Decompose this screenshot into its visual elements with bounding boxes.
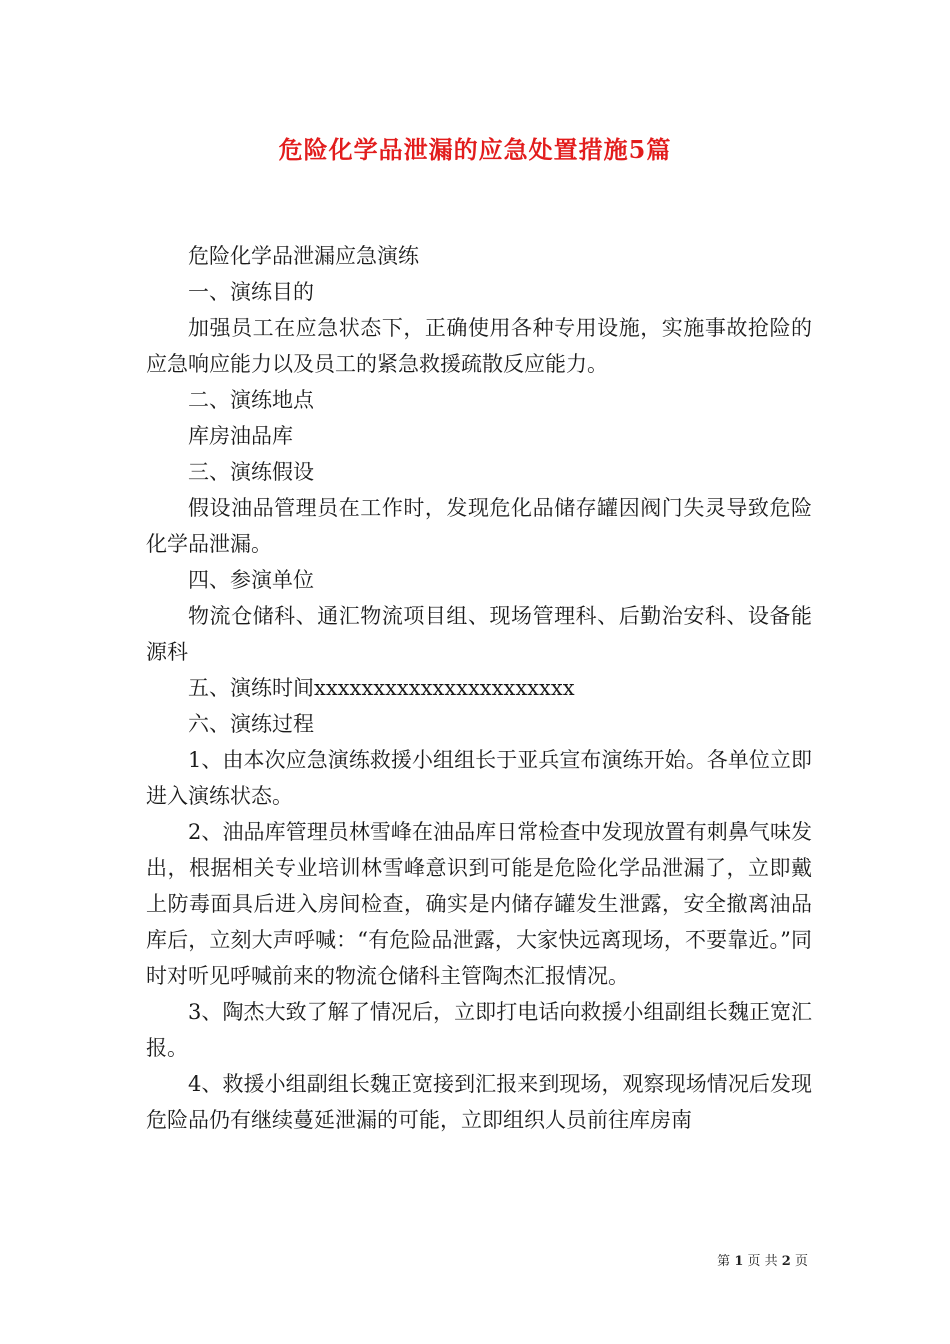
- footer-total-pages: 2: [781, 1254, 791, 1269]
- footer-middle: 页 共: [747, 1254, 778, 1269]
- paragraph: 假设油品管理员在工作时，发现危化品储存罐因阀门失灵导致危险化学品泄漏。: [146, 496, 812, 556]
- paragraph: 四、参演单位: [188, 568, 314, 592]
- footer-prefix: 第: [717, 1254, 731, 1269]
- footer-suffix: 页: [794, 1254, 808, 1269]
- page-footer: [717, 1250, 808, 1269]
- document-title: 危险化学品泄漏的应急处置措施5篇: [278, 135, 672, 164]
- paragraph: 2、油品库管理员林雪峰在油品库日常检查中发现放置有刺鼻气味发出，根据相关专业培训林雪峰意识到可能是危险化学品泄漏了，立即戴上防毒面具后进入房间检查，确实是内储存罐发生泄露，安全撤离油品库后，立刻大声呼喊：“有危险品泄露，大家快远离现场，不要靠近。”同时对听见呼喊前来的物流仓储科主管陶杰汇报情况。: [146, 820, 812, 988]
- paragraph: 3、陶杰大致了解了情况后，立即打电话向救援小组副组长魏正宽汇报。: [146, 1000, 812, 1060]
- paragraph: 4、救援小组副组长魏正宽接到汇报来到现场，观察现场情况后发现危险品仍有继续蔓延泄漏的可能，立即组织人员前往库房南: [146, 1072, 812, 1132]
- footer-current-page: 1: [734, 1254, 744, 1269]
- document-body: [146, 238, 812, 1138]
- paragraph: 五、演练时间xxxxxxxxxxxxxxxxxxxxxx: [188, 676, 575, 700]
- paragraph: 二、演练地点: [188, 388, 314, 412]
- paragraph: 一、演练目的: [188, 280, 314, 304]
- paragraph: 加强员工在应急状态下，正确使用各种专用设施，实施事故抢险的应急响应能力以及员工的紧急救援疏散反应能力。: [146, 316, 812, 376]
- paragraph: 库房油品库: [188, 424, 293, 448]
- paragraph: 1、由本次应急演练救援小组组长于亚兵宣布演练开始。各单位立即进入演练状态。: [146, 748, 812, 808]
- paragraph: 三、演练假设: [188, 460, 314, 484]
- paragraph: 物流仓储科、通汇物流项目组、现场管理科、后勤治安科、设备能源科: [146, 604, 812, 664]
- paragraph: 危险化学品泄漏应急演练: [188, 244, 419, 268]
- paragraph: 六、演练过程: [188, 712, 314, 736]
